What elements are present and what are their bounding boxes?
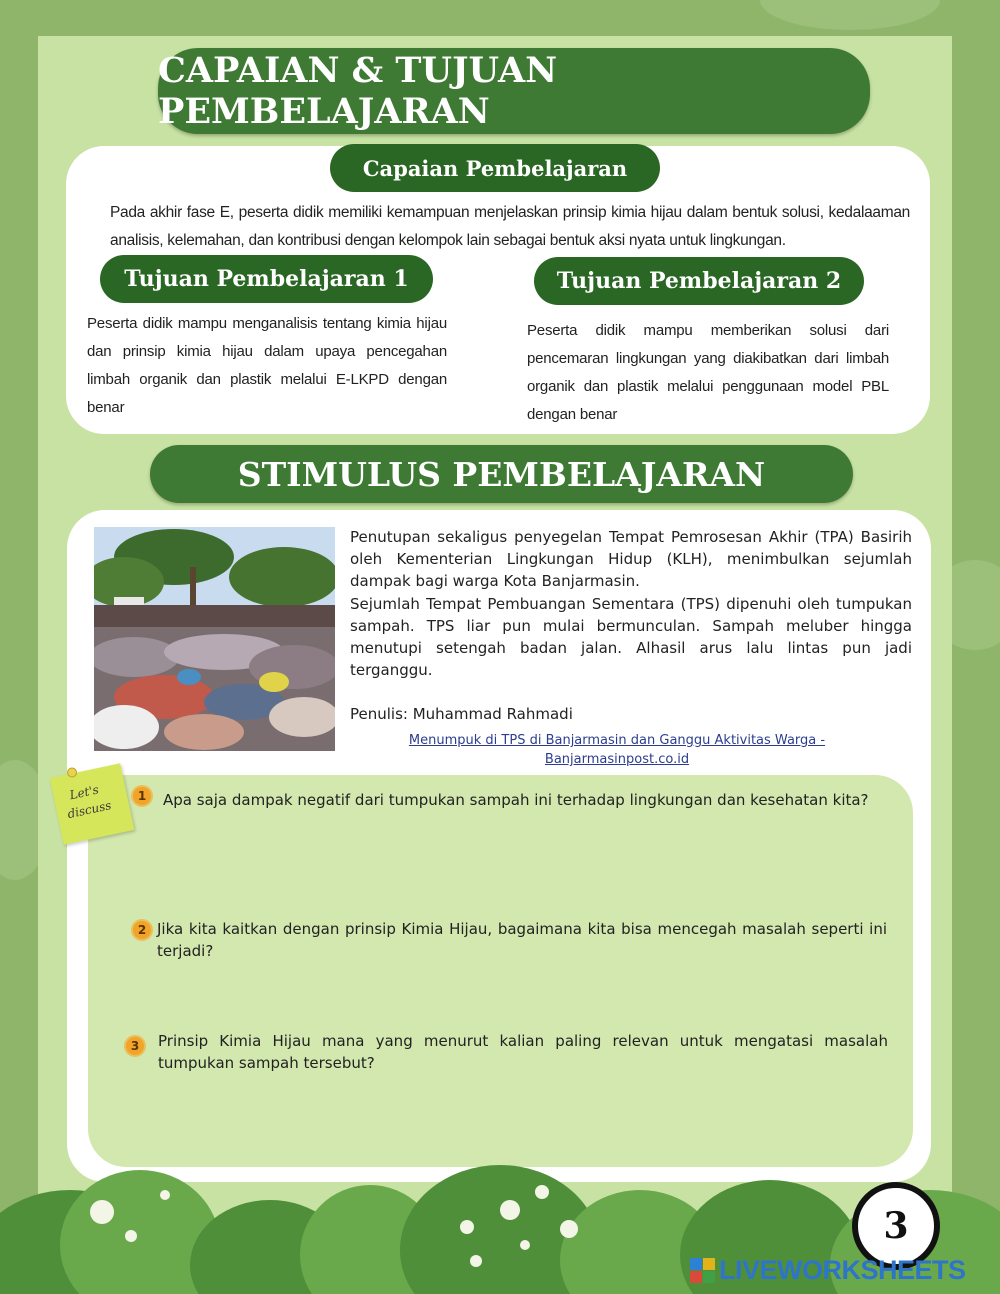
tujuan2-text: Peserta didik mampu memberikan solusi dari pencemaran lingkungan yang diakibatkan dari limbah organik dan plastik melalui penggunaan model PBL dengan benar (527, 322, 889, 423)
tujuan2-label-pill (534, 257, 864, 305)
stimulus-title: STIMULUS PEMBELAJARAN (237, 454, 766, 494)
question-3-number: 3 (124, 1035, 146, 1057)
stimulus-source-link[interactable]: Menumpuk di TPS di Banjarmasin dan Ganggu Aktivitas Warga - Banjarmasinpost.co.id (408, 733, 826, 767)
question-2-number: 2 (131, 919, 153, 941)
stimulus-title-banner (150, 445, 853, 503)
tujuan1-text: Peserta didik mampu menganalisis tentang kimia hijau dan prinsip kimia hijau dalam upaya pencegahan limbah organik dan plastik melalui E-LKPD dengan benar (87, 315, 447, 416)
page-number: 3 (883, 1205, 909, 1247)
background-cloud (760, 0, 940, 30)
tujuan1-label-pill (100, 255, 433, 303)
page-title-banner (158, 48, 870, 134)
discussion-box (88, 775, 913, 1167)
capaian-label-pill (330, 144, 660, 192)
capaian-text: Pada akhir fase E, peserta didik memiliki kemampuan menjelaskan prinsip kimia hijau dalam bentuk solusi, kedalaaman analisis, kelemahan, dan kontribusi dengan kelompok lain sebagai bentuk aksi nyata untuk lingkungan. (110, 204, 910, 249)
question-1-text: Apa saja dampak negatif dari tumpukan sampah ini terhadap lingkungan dan kesehatan kita? (163, 791, 869, 809)
stimulus-paragraph-1: Penutupan sekaligus penyegelan Tempat Pemrosesan Akhir (TPA) Basirih oleh Kementerian Lingkungan Hidup (KLH), menimbulkan sejumlah dampak bagi warga Kota Banjarmasin. (350, 528, 912, 590)
garbage-pile-illustration (94, 527, 335, 751)
stimulus-author: Penulis: Muhammad Rahmadi (350, 705, 573, 723)
question-2-text: Jika kita kaitkan dengan prinsip Kimia Hijau, bagaimana kita bisa mencegah masalah seperti ini terjadi? (157, 920, 887, 960)
sticky-note-line-1: Let's (68, 782, 100, 803)
liveworksheets-logo-icon (690, 1258, 715, 1283)
liveworksheets-text: LIVEWORKSHEETS (719, 1254, 966, 1285)
tujuan2-label: Tujuan Pembelajaran 2 (556, 268, 842, 294)
page-title: CAPAIAN & TUJUAN PEMBELAJARAN (158, 50, 558, 132)
tujuan1-label: Tujuan Pembelajaran 1 (124, 266, 409, 292)
sticky-note-line-2: discuss (66, 798, 113, 822)
stimulus-paragraph-2: Sejumlah Tempat Pembuangan Sementara (TPS) dipenuhi oleh tumpukan sampah. TPS liar pun mulai bermunculan. Sampah meluber hingga menutupi setengah badan jalan. Alhasil arus lalu lintas pun jadi terganggu. (350, 595, 912, 679)
liveworksheets-watermark (690, 1254, 990, 1286)
capaian-label: Capaian Pembelajaran (362, 155, 628, 181)
question-3-text: Prinsip Kimia Hijau mana yang menurut kalian paling relevan untuk mengatasi masalah tumpukan sampah tersebut? (158, 1032, 888, 1072)
question-1-number: 1 (131, 785, 153, 807)
garbage-pile-photo (94, 527, 335, 751)
